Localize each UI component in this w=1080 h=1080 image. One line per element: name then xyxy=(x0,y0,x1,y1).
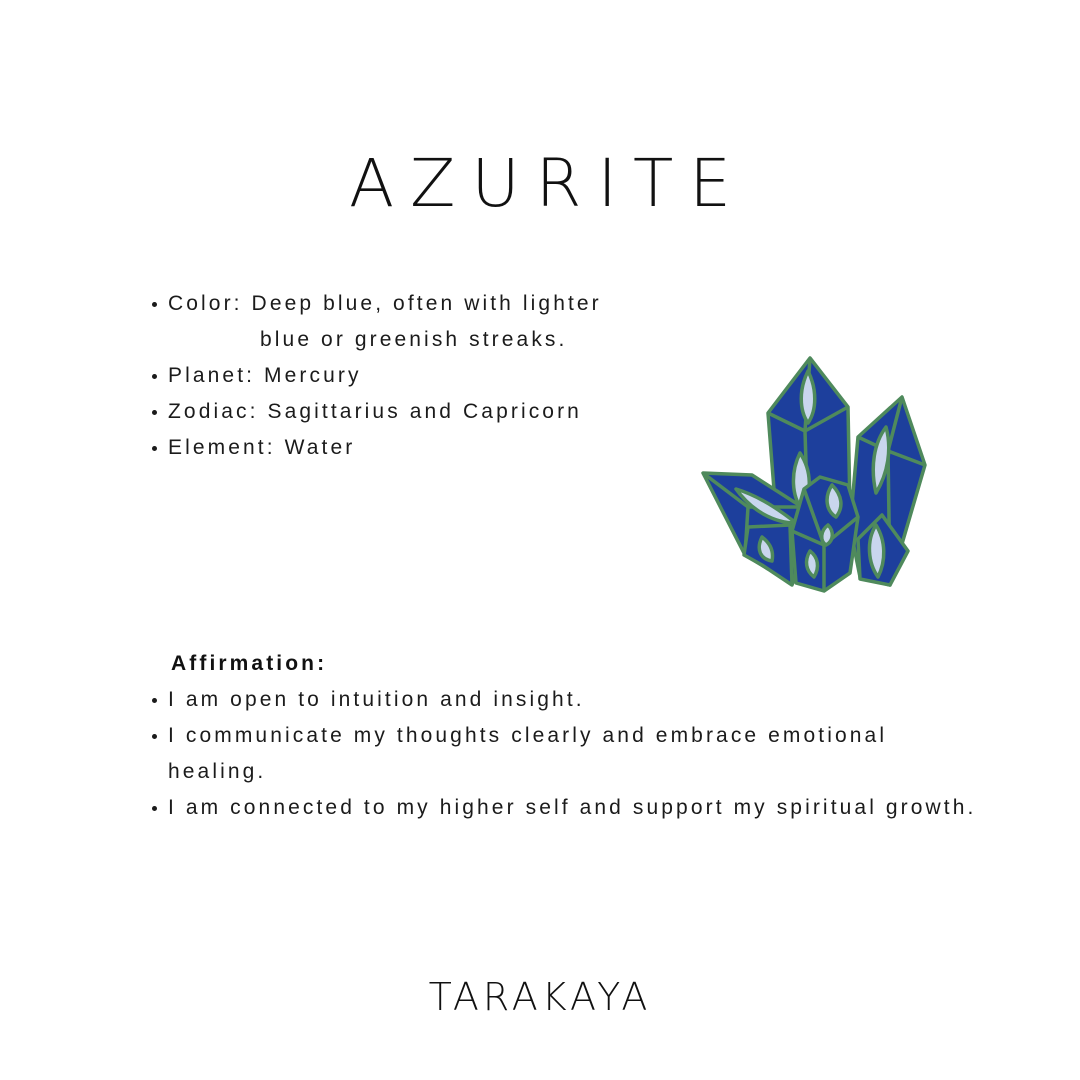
affirmation-item: I communicate my thoughts clearly and embrace emotional healing. xyxy=(150,718,980,790)
property-color xyxy=(150,286,690,358)
property-element: Element: Water xyxy=(150,430,690,466)
affirmation-item: I am connected to my higher self and support my spiritual growth. xyxy=(150,790,980,826)
affirmation-item: I am open to intuition and insight. xyxy=(150,682,980,718)
affirmation-heading: Affirmation: xyxy=(171,652,328,675)
property-planet: Planet: Mercury xyxy=(150,358,690,394)
crystal-cluster-icon xyxy=(700,355,930,600)
page-title: AZURITE xyxy=(348,145,747,222)
property-zodiac: Zodiac: Sagittarius and Capricorn xyxy=(150,394,690,430)
property-color-line2: blue or greenish streaks. xyxy=(260,328,568,351)
brand-wordmark: TARAKAYA xyxy=(428,975,652,1019)
affirmations-list xyxy=(150,682,980,826)
property-color-line1: Color: Deep blue, often with lighter xyxy=(168,292,602,315)
properties-list xyxy=(150,286,690,466)
